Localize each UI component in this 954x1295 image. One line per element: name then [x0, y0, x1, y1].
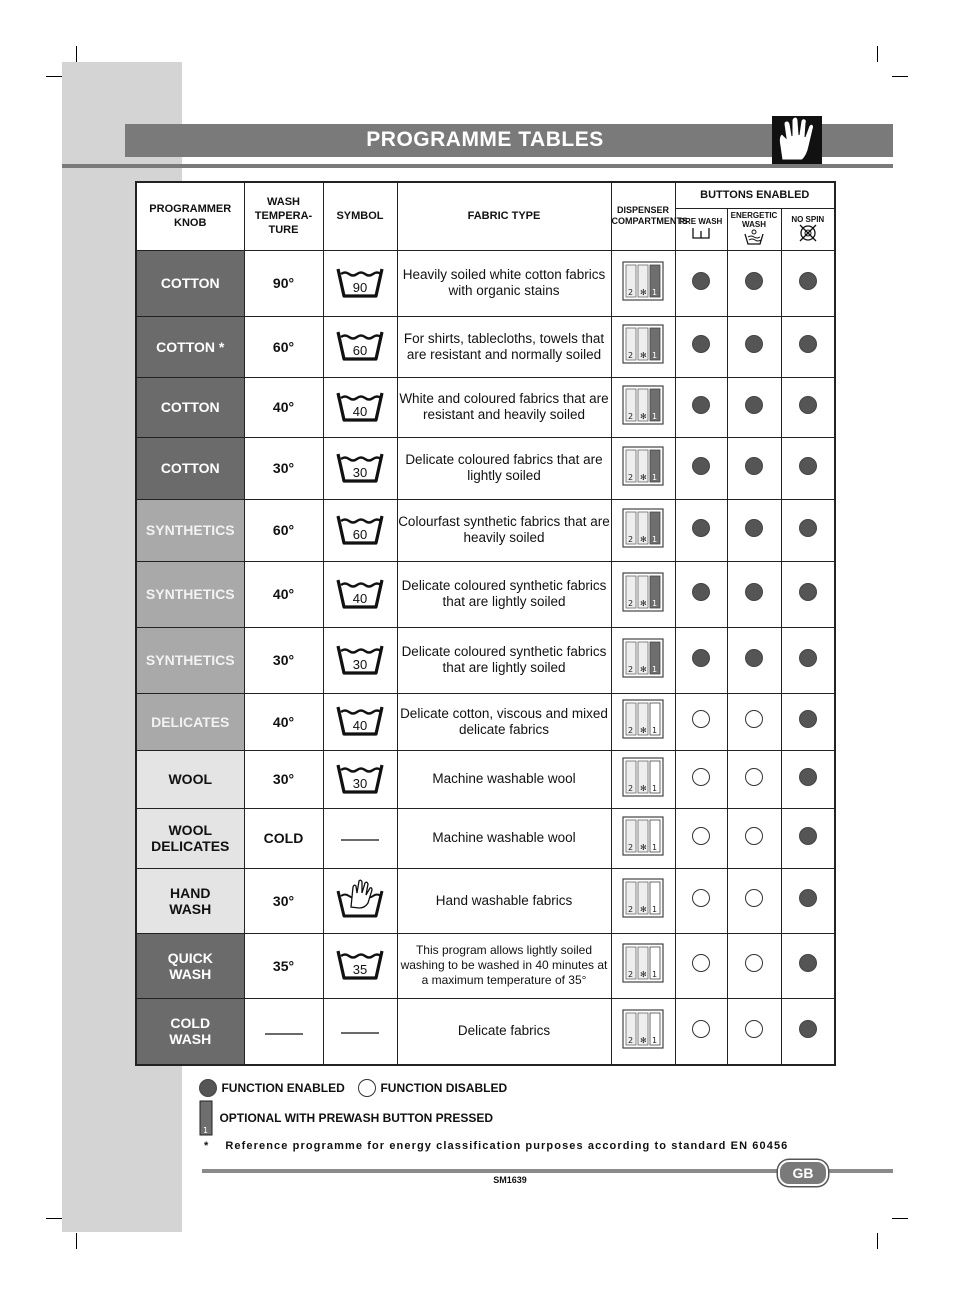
energetic-enabled-icon: [745, 396, 763, 414]
fabric-type-cell: For shirts, tablecloths, towels that are resistant and normally soiled: [397, 316, 611, 377]
wash-tub-icon: [335, 326, 385, 362]
dispenser-compartments-icon: [622, 261, 664, 301]
temperature-cell: 40°: [244, 693, 323, 750]
dispenser-cell: [611, 316, 675, 377]
table-row: [136, 250, 835, 316]
nospin-cell: [781, 316, 835, 377]
dispenser-cell: [611, 437, 675, 499]
temperature-cell: [244, 998, 323, 1065]
document-code: SM1639: [493, 1175, 527, 1185]
svg-text:2: 2: [628, 783, 634, 793]
svg-text:✻: ✻: [640, 1035, 647, 1045]
nospin-enabled-icon: [799, 272, 817, 290]
dash-line: [341, 838, 379, 842]
temperature-cell: COLD: [244, 808, 323, 868]
fabric-type-cell: This program allows lightly soiled washing to be washed in 40 minutes at a maximum temperature of 35°: [397, 933, 611, 998]
nospin-cell: [781, 933, 835, 998]
header-nospin: NO SPIN: [781, 208, 835, 250]
programme-knob-cell: COTTON: [136, 377, 244, 437]
energetic-enabled-icon: [745, 583, 763, 601]
table-row: [136, 933, 835, 998]
symbol-cell: [323, 499, 397, 561]
header-fabric: FABRIC TYPE: [397, 182, 611, 250]
programme-knob-cell: COTTON *: [136, 316, 244, 377]
svg-text:2: 2: [628, 351, 634, 360]
table-row: [136, 868, 835, 933]
nospin-enabled-icon: [799, 396, 817, 414]
symbol-cell: [323, 933, 397, 998]
programme-knob-cell: COTTON: [136, 437, 244, 499]
dispenser-compartments-icon: [622, 816, 664, 856]
energetic-enabled-icon: [745, 272, 763, 290]
prewash-disabled-icon: [692, 1020, 710, 1038]
dash-line: [265, 1032, 303, 1036]
energetic-wash-icon: [743, 229, 765, 245]
nospin-cell: [781, 561, 835, 627]
header-prewash: PRE WASH: [675, 208, 727, 250]
prewash-enabled-icon: [692, 396, 710, 414]
title-underline: [62, 164, 893, 168]
svg-text:1: 1: [652, 534, 658, 544]
dispenser-cell: [611, 998, 675, 1065]
dispenser-cell: [611, 750, 675, 808]
symbol-cell: [323, 693, 397, 750]
svg-text:✻: ✻: [640, 726, 647, 735]
symbol-cell: [323, 437, 397, 499]
svg-text:1: 1: [652, 351, 658, 360]
programme-knob-cell: COTTON: [136, 250, 244, 316]
prewash-disabled-icon: [692, 768, 710, 786]
fabric-type-cell: Machine washable wool: [397, 808, 611, 868]
dispenser-cell: [611, 933, 675, 998]
temperature-cell: 60°: [244, 316, 323, 377]
prewash-cell: [675, 933, 727, 998]
svg-text:2: 2: [628, 905, 634, 914]
table-row: [136, 561, 835, 627]
legend-note: * Reference programme for energy classification purposes according to standard EN 60456: [204, 1140, 789, 1152]
legend-disabled: FUNCTION DISABLED: [358, 1079, 507, 1097]
hand-icon: [772, 116, 822, 164]
nospin-enabled-icon: [799, 457, 817, 475]
table-row: [136, 437, 835, 499]
table-row: [136, 316, 835, 377]
temperature-cell: 30°: [244, 750, 323, 808]
dispenser-cell: [611, 561, 675, 627]
table-row: [136, 627, 835, 693]
symbol-cell: [323, 808, 397, 868]
dash-line: [341, 1031, 379, 1035]
prewash-enabled-icon: [692, 649, 710, 667]
programme-knob-cell: WOOL DELICATES: [136, 808, 244, 868]
svg-text:35: 35: [352, 962, 368, 977]
temperature-cell: 40°: [244, 377, 323, 437]
temperature-cell: 40°: [244, 561, 323, 627]
svg-text:✻: ✻: [640, 534, 647, 544]
prewash-cell: [675, 627, 727, 693]
svg-text:1: 1: [652, 970, 658, 979]
enabled-dot-icon: [199, 1079, 217, 1097]
dispenser-compartments-icon: [622, 324, 664, 364]
prewash-enabled-icon: [692, 457, 710, 475]
nospin-enabled-icon: [799, 710, 817, 728]
table-row: [136, 998, 835, 1065]
temperature-cell: 60°: [244, 499, 323, 561]
fabric-type-cell: Heavily soiled white cotton fabrics with organic stains: [397, 250, 611, 316]
fabric-type-cell: Delicate fabrics: [397, 998, 611, 1065]
svg-text:✻: ✻: [640, 970, 647, 979]
nospin-enabled-icon: [799, 954, 817, 972]
svg-text:2: 2: [628, 664, 634, 674]
energetic-cell: [727, 933, 781, 998]
page-title: PROGRAMME TABLES: [366, 128, 604, 151]
svg-text:30: 30: [352, 656, 368, 672]
header-buttons-enabled: BUTTONS ENABLED: [675, 182, 835, 208]
dispenser-cell: [611, 868, 675, 933]
energetic-cell: [727, 808, 781, 868]
nospin-cell: [781, 377, 835, 437]
svg-text:1: 1: [652, 598, 658, 608]
temperature-cell: 90°: [244, 250, 323, 316]
energetic-disabled-icon: [745, 954, 763, 972]
energetic-cell: [727, 750, 781, 808]
dispenser-compartments-icon: [622, 943, 664, 983]
svg-text:1: 1: [652, 1035, 658, 1045]
nospin-enabled-icon: [799, 1020, 817, 1038]
symbol-cell: [323, 316, 397, 377]
dispenser-cell: [611, 808, 675, 868]
nospin-enabled-icon: [799, 889, 817, 907]
svg-text:✻: ✻: [640, 905, 647, 914]
prewash-cell: [675, 808, 727, 868]
prewash-cell: [675, 377, 727, 437]
svg-text:✻: ✻: [640, 411, 647, 421]
svg-text:60: 60: [352, 526, 368, 542]
dispenser-cell: [611, 627, 675, 693]
fabric-type-cell: Hand washable fabrics: [397, 868, 611, 933]
programme-table: [135, 181, 836, 1066]
svg-text:✻: ✻: [640, 598, 647, 608]
svg-text:1: 1: [652, 905, 658, 914]
prewash-enabled-icon: [692, 272, 710, 290]
header-symbol: SYMBOL: [323, 182, 397, 250]
table-row: [136, 377, 835, 437]
language-badge: GB: [778, 1160, 828, 1186]
dispenser-cell: [611, 377, 675, 437]
header-dispenser: DISPENSER COMPARTMENTS: [611, 182, 675, 250]
svg-text:2: 2: [628, 287, 634, 297]
energetic-enabled-icon: [745, 649, 763, 667]
nospin-cell: [781, 627, 835, 693]
temperature-cell: 30°: [244, 437, 323, 499]
dispenser-compartments-icon: [622, 878, 664, 918]
disabled-dot-icon: [358, 1079, 376, 1097]
prewash-enabled-icon: [692, 335, 710, 353]
svg-text:2: 2: [628, 842, 634, 852]
prewash-disabled-icon: [692, 889, 710, 907]
svg-text:2: 2: [628, 970, 634, 979]
energetic-disabled-icon: [745, 1020, 763, 1038]
svg-text:1: 1: [652, 783, 658, 793]
table-row: [136, 693, 835, 750]
hand-wash-icon: [335, 877, 385, 919]
wash-tub-icon: [335, 263, 385, 299]
svg-text:2: 2: [628, 472, 634, 482]
symbol-cell: [323, 750, 397, 808]
table-row: [136, 808, 835, 868]
svg-text:✻: ✻: [640, 842, 647, 852]
svg-text:2: 2: [628, 726, 634, 735]
dispenser-cell: [611, 250, 675, 316]
prewash-cell: [675, 316, 727, 377]
dispenser-compartments-icon: [622, 508, 664, 548]
table-row: [136, 750, 835, 808]
energetic-cell: [727, 693, 781, 750]
prewash-cell: [675, 868, 727, 933]
fabric-type-cell: White and coloured fabrics that are resistant and heavily soiled: [397, 377, 611, 437]
dispenser-compartments-icon: [622, 385, 664, 425]
temperature-cell: 30°: [244, 868, 323, 933]
energetic-disabled-icon: [745, 768, 763, 786]
svg-text:1: 1: [652, 472, 658, 482]
nospin-cell: [781, 808, 835, 868]
energetic-cell: [727, 627, 781, 693]
dispenser-cell: [611, 693, 675, 750]
svg-text:1: 1: [652, 842, 658, 852]
svg-text:✻: ✻: [640, 287, 647, 297]
symbol-cell: [323, 561, 397, 627]
no-spin-icon: [798, 224, 818, 242]
svg-text:60: 60: [352, 343, 368, 358]
fabric-type-cell: Delicate coloured synthetic fabrics that are lightly soiled: [397, 561, 611, 627]
prewash-cell: [675, 499, 727, 561]
svg-text:40: 40: [352, 403, 368, 419]
programme-knob-cell: SYNTHETICS: [136, 627, 244, 693]
header-temperature: WASH TEMPERA- TURE: [244, 182, 323, 250]
svg-text:✻: ✻: [640, 783, 647, 793]
wash-tub-icon: [335, 640, 385, 676]
svg-text:2: 2: [628, 1035, 634, 1045]
symbol-cell: [323, 868, 397, 933]
prewash-disabled-icon: [692, 827, 710, 845]
wash-tub-icon: [335, 448, 385, 484]
wash-tub-icon: [335, 759, 385, 795]
dispenser-cell: [611, 499, 675, 561]
dispenser-compartments-icon: [622, 699, 664, 739]
nospin-cell: [781, 499, 835, 561]
temperature-cell: 30°: [244, 627, 323, 693]
legend-enabled: FUNCTION ENABLED: [199, 1079, 345, 1097]
programme-knob-cell: SYNTHETICS: [136, 561, 244, 627]
nospin-enabled-icon: [799, 827, 817, 845]
programme-knob-cell: QUICK WASH: [136, 933, 244, 998]
svg-text:✻: ✻: [640, 664, 647, 674]
legend-optional: 1 OPTIONAL WITH PREWASH BUTTON PRESSED: [199, 1100, 493, 1136]
fabric-type-cell: Delicate coloured fabrics that are lightly soiled: [397, 437, 611, 499]
svg-text:1: 1: [652, 411, 658, 421]
header-energetic: ENERGETIC WASH: [727, 208, 781, 250]
dispenser-compartments-icon: [622, 1009, 664, 1049]
nospin-cell: [781, 693, 835, 750]
prewash-cell: [675, 998, 727, 1065]
energetic-disabled-icon: [745, 827, 763, 845]
prewash-cell: [675, 437, 727, 499]
wash-tub-icon: [335, 387, 385, 423]
prewash-cell: [675, 561, 727, 627]
energetic-disabled-icon: [745, 889, 763, 907]
symbol-cell: [323, 250, 397, 316]
svg-text:40: 40: [352, 590, 368, 606]
dispenser-compartments-icon: [622, 757, 664, 797]
svg-text:1: 1: [652, 726, 658, 735]
svg-text:90: 90: [352, 279, 368, 295]
programme-knob-cell: WOOL: [136, 750, 244, 808]
wash-tub-icon: [335, 945, 385, 981]
energetic-cell: [727, 561, 781, 627]
nospin-enabled-icon: [799, 335, 817, 353]
nospin-cell: [781, 998, 835, 1065]
prewash-cell: [675, 693, 727, 750]
energetic-cell: [727, 868, 781, 933]
energetic-enabled-icon: [745, 457, 763, 475]
svg-text:30: 30: [352, 775, 368, 791]
svg-text:40: 40: [352, 718, 368, 733]
energetic-enabled-icon: [745, 519, 763, 537]
energetic-cell: [727, 437, 781, 499]
svg-text:✻: ✻: [640, 351, 647, 360]
fabric-type-cell: Delicate coloured synthetic fabrics that are lightly soiled: [397, 627, 611, 693]
prewash-enabled-icon: [692, 519, 710, 537]
prewash-disabled-icon: [692, 954, 710, 972]
nospin-cell: [781, 868, 835, 933]
wash-tub-icon: [335, 574, 385, 610]
prewash-cell: [675, 250, 727, 316]
prewash-disabled-icon: [692, 710, 710, 728]
symbol-cell: [323, 377, 397, 437]
optional-compartment-icon: [199, 1100, 213, 1136]
header-knob: PROGRAMMER KNOB: [136, 182, 244, 250]
symbol-cell: [323, 998, 397, 1065]
prewash-icon: [690, 226, 712, 240]
symbol-cell: [323, 627, 397, 693]
nospin-enabled-icon: [799, 768, 817, 786]
energetic-cell: [727, 250, 781, 316]
programme-knob-cell: DELICATES: [136, 693, 244, 750]
table-row: [136, 499, 835, 561]
svg-text:2: 2: [628, 411, 634, 421]
dispenser-compartments-icon: [622, 638, 664, 678]
svg-text:1: 1: [652, 664, 658, 674]
svg-text:1: 1: [652, 287, 658, 297]
svg-text:30: 30: [352, 464, 368, 480]
dispenser-compartments-icon: [622, 572, 664, 612]
nospin-enabled-icon: [799, 649, 817, 667]
prewash-cell: [675, 750, 727, 808]
svg-text:2: 2: [628, 598, 634, 608]
nospin-cell: [781, 750, 835, 808]
energetic-enabled-icon: [745, 335, 763, 353]
temperature-cell: 35°: [244, 933, 323, 998]
svg-text:2: 2: [628, 534, 634, 544]
energetic-cell: [727, 998, 781, 1065]
programme-knob-cell: SYNTHETICS: [136, 499, 244, 561]
energetic-disabled-icon: [745, 710, 763, 728]
energetic-cell: [727, 499, 781, 561]
svg-text:✻: ✻: [640, 472, 647, 482]
nospin-enabled-icon: [799, 583, 817, 601]
fabric-type-cell: Delicate cotton, viscous and mixed delicate fabrics: [397, 693, 611, 750]
nospin-cell: [781, 437, 835, 499]
prewash-enabled-icon: [692, 583, 710, 601]
nospin-enabled-icon: [799, 519, 817, 537]
programme-knob-cell: HAND WASH: [136, 868, 244, 933]
wash-tub-icon: [335, 701, 385, 737]
fabric-type-cell: Machine washable wool: [397, 750, 611, 808]
programme-knob-cell: COLD WASH: [136, 998, 244, 1065]
energetic-cell: [727, 377, 781, 437]
dispenser-compartments-icon: [622, 446, 664, 486]
nospin-cell: [781, 250, 835, 316]
wash-tub-icon: [335, 510, 385, 546]
energetic-cell: [727, 316, 781, 377]
svg-text:1: 1: [203, 1126, 209, 1135]
fabric-type-cell: Colourfast synthetic fabrics that are heavily soiled: [397, 499, 611, 561]
